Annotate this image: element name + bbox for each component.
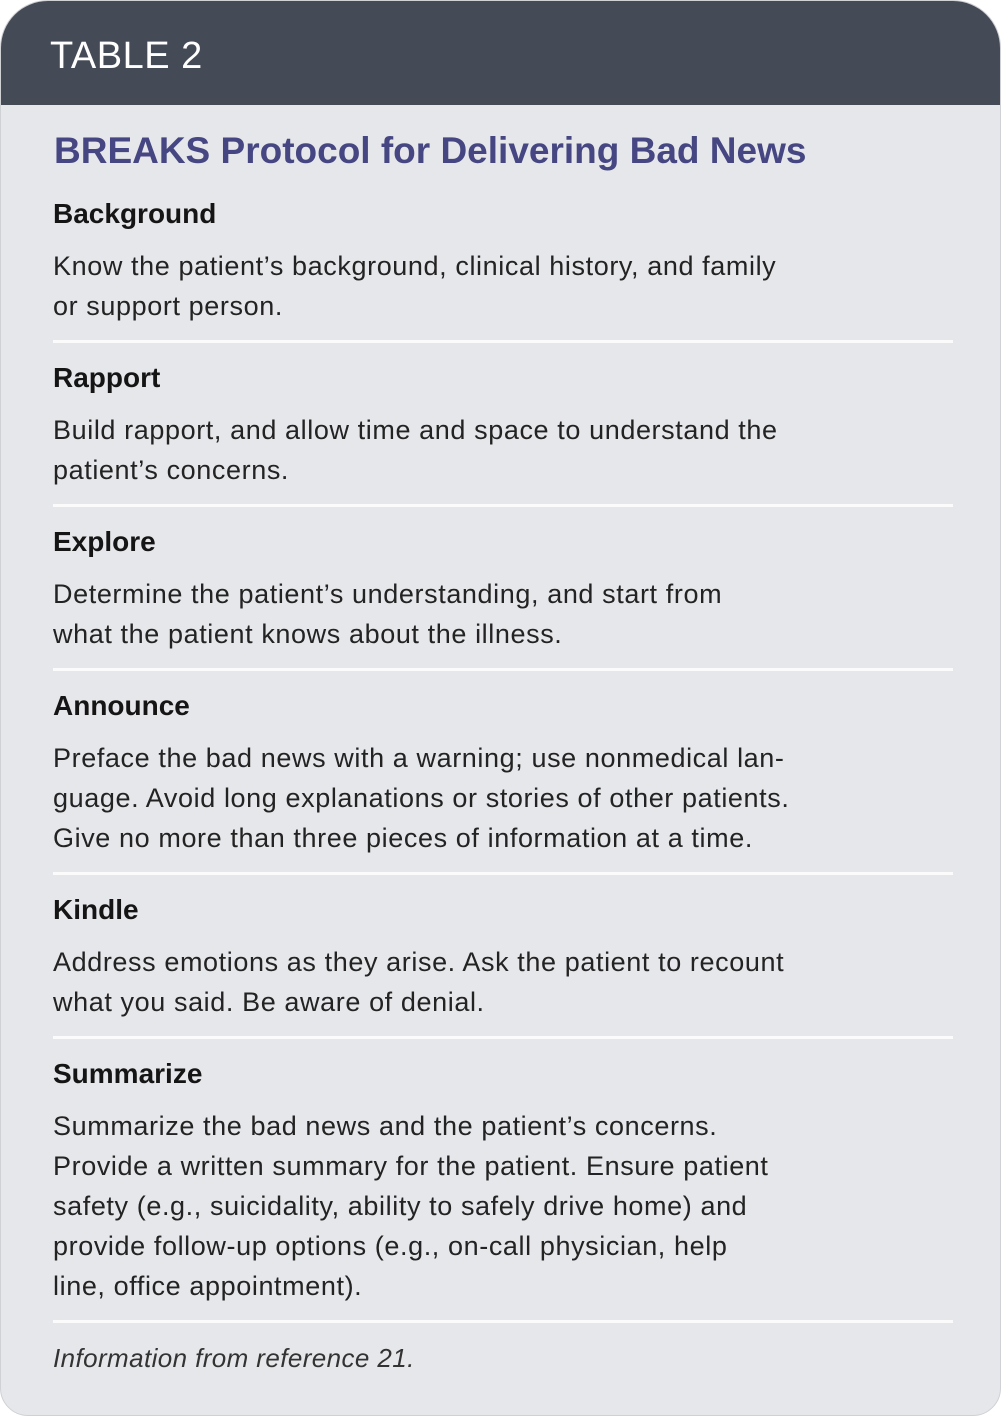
table-body <box>53 194 953 1378</box>
section-background <box>53 194 953 343</box>
table-title: BREAKS Protocol for Delivering Bad News <box>54 130 807 171</box>
section-summarize <box>53 1054 953 1323</box>
section-text-line: Give no more than three pieces of information at a time. <box>53 823 753 853</box>
section-heading: Explore <box>53 526 156 557</box>
section-text-line: Build rapport, and allow time and space to understand the <box>53 415 778 445</box>
section-text-line: patient’s concerns. <box>53 455 290 485</box>
section-text-line: Preface the bad news with a warning; use nonmedical lan- <box>53 743 785 773</box>
section-text-line: safety (e.g., suicidality, ability to safely drive home) and <box>53 1191 748 1221</box>
section-text-line: or support person. <box>53 291 283 321</box>
section-text-line: Address emotions as they arise. Ask the patient to recount <box>53 947 785 977</box>
section-text-line: line, office appointment). <box>53 1271 363 1301</box>
source-note: Information from reference 21. <box>53 1343 415 1373</box>
section-heading: Summarize <box>53 1058 203 1089</box>
section-rapport <box>53 358 953 507</box>
section-heading: Announce <box>53 690 190 721</box>
section-heading: Background <box>53 198 217 229</box>
section-announce <box>53 686 953 875</box>
section-text-line: Summarize the bad news and the patient’s concerns. <box>53 1111 718 1141</box>
section-explore <box>53 522 953 671</box>
section-heading: Kindle <box>53 894 139 925</box>
section-text-line: Provide a written summary for the patient. Ensure patient <box>53 1151 769 1181</box>
section-text-line: provide follow-up options (e.g., on-call physician, help <box>53 1231 728 1261</box>
table-header <box>1 1 1000 105</box>
section-text-line: Know the patient’s background, clinical history, and family <box>53 251 777 281</box>
section-heading: Rapport <box>53 362 161 393</box>
table-label: TABLE 2 <box>50 35 203 77</box>
section-text-line: guage. Avoid long explanations or stories of other patients. <box>53 783 790 813</box>
section-text-line: what you said. Be aware of denial. <box>53 987 485 1017</box>
section-kindle <box>53 890 953 1039</box>
section-text-line: what the patient knows about the illness. <box>53 619 563 649</box>
section-text-line: Determine the patient’s understanding, and start from <box>53 579 723 609</box>
